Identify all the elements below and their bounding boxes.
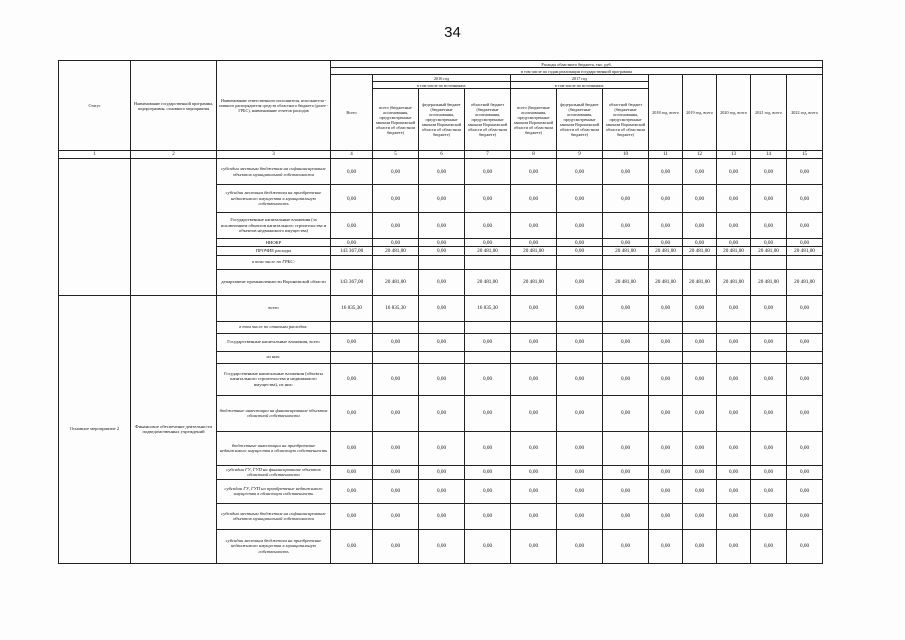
value-cell: 0,00 [787,503,823,529]
value-cell: 0,00 [751,465,787,479]
value-cell: 0,00 [717,503,751,529]
value-cell: 20 481,00 [603,269,649,295]
header-total: Всего [331,75,373,151]
value-cell: 20 481,00 [683,247,717,255]
value-cell: 0,00 [603,159,649,185]
row-label: субсидии местным бюджетам на софинансирование объектов муниципальной собственности [217,159,331,185]
value-cell: 0,00 [511,431,557,465]
value-cell: 16 835,30 [465,295,511,321]
value-cell: 0,00 [717,479,751,503]
value-cell: 0,00 [465,465,511,479]
value-cell [511,255,557,269]
value-cell [331,255,373,269]
value-cell: 0,00 [787,465,823,479]
value-cell [751,351,787,363]
value-cell: 0,00 [751,529,787,563]
value-cell: 0,00 [465,213,511,239]
value-cell: 0,00 [557,395,603,431]
value-cell: 0,00 [511,295,557,321]
value-cell: 0,00 [331,503,373,529]
value-cell: 0,00 [683,159,717,185]
value-cell: 0,00 [331,479,373,503]
value-cell: 0,00 [683,503,717,529]
header-status: Статус [59,61,131,151]
value-cell: 0,00 [649,479,683,503]
value-cell: 0,00 [373,185,419,213]
value-cell: 0,00 [373,159,419,185]
header-program-name: Наименование государственной программы, подпрограммы, основного мероприятия [131,61,217,151]
value-cell: 0,00 [373,431,419,465]
value-cell: 20 481,00 [649,247,683,255]
value-cell: 0,00 [419,479,465,503]
value-cell: 0,00 [419,159,465,185]
header-title-sub: в том числе по годам реализации государственной программы [331,68,823,75]
column-number: 3 [217,151,331,159]
value-cell: 0,00 [373,213,419,239]
page-number: 34 [444,24,461,41]
value-cell: 0,00 [373,479,419,503]
value-cell: 0,00 [511,465,557,479]
event-status: Основное мероприятие 2 [59,295,131,563]
row-label: субсидии местным бюджетам на софинансирование объектов муниципальной собственности [217,503,331,529]
value-cell: 0,00 [331,333,373,351]
value-cell: 0,00 [465,239,511,247]
value-cell: 0,00 [511,529,557,563]
value-cell [751,255,787,269]
column-number: 9 [557,151,603,159]
value-cell: 0,00 [465,159,511,185]
budget-table [58,60,823,564]
header-incl-2017: в том числе по источникам: [511,82,649,89]
value-cell: 0,00 [373,395,419,431]
column-number: 1 [59,151,131,159]
value-cell [557,255,603,269]
column-numbers-row [59,151,823,159]
value-cell: 0,00 [649,465,683,479]
value-cell [465,321,511,333]
value-cell: 0,00 [751,503,787,529]
header-c5: всего (бюджетные ассигнования, предусмотренные законом Воронежской области об областном бюджете) [373,89,419,151]
value-cell [331,321,373,333]
value-cell: 0,00 [557,295,603,321]
value-cell: 0,00 [603,295,649,321]
value-cell: 0,00 [649,239,683,247]
value-cell: 0,00 [751,363,787,395]
value-cell: 0,00 [511,185,557,213]
value-cell: 0,00 [787,239,823,247]
value-cell [373,255,419,269]
value-cell: 0,00 [751,395,787,431]
value-cell: 0,00 [717,363,751,395]
value-cell: 20 481,00 [511,269,557,295]
value-cell: 0,00 [419,185,465,213]
header-2016: 2016 год [373,75,511,82]
value-cell: 0,00 [603,529,649,563]
value-cell: 0,00 [331,185,373,213]
row-label: субсидии ГУ, ГУП на финансирование объектов областной собственности [217,465,331,479]
column-number: 8 [511,151,557,159]
header-c10: областной бюджет (бюджетные ассигнования, предусмотренные законом Воронежской области об областном бюджете) [603,89,649,151]
value-cell [511,351,557,363]
value-cell: 0,00 [717,185,751,213]
table-row [59,159,823,185]
column-number: 4 [331,151,373,159]
value-cell: 20 481,00 [787,269,823,295]
value-cell: 0,00 [683,465,717,479]
value-cell: 0,00 [603,479,649,503]
value-cell: 0,00 [717,295,751,321]
value-cell [557,351,603,363]
value-cell: 0,00 [557,479,603,503]
column-number: 7 [465,151,511,159]
column-number: 6 [419,151,465,159]
value-cell: 0,00 [717,159,751,185]
value-cell [717,351,751,363]
header-incl-2016: в том числе по источникам: [373,82,511,89]
column-number: 12 [683,151,717,159]
row-label: из них: [217,351,331,363]
value-cell: 20 481,00 [603,247,649,255]
value-cell: 0,00 [331,363,373,395]
value-cell: 0,00 [511,503,557,529]
value-cell: 0,00 [603,503,649,529]
value-cell: 0,00 [511,479,557,503]
value-cell: 0,00 [683,213,717,239]
row-label: Государственные капитальные вложения, всего [217,333,331,351]
value-cell [557,321,603,333]
value-cell: 0,00 [787,159,823,185]
value-cell: 0,00 [649,333,683,351]
value-cell: 0,00 [787,213,823,239]
row-label: бюджетные инвестиции на финансирование объектов областной собственности [217,395,331,431]
value-cell: 0,00 [511,333,557,351]
value-cell [465,255,511,269]
value-cell: 0,00 [557,269,603,295]
value-cell: 20 481,00 [717,247,751,255]
row-label: бюджетные инвестиции на приобретение недвижимого имущества в областную собственность [217,431,331,465]
row-label: всего [217,295,331,321]
value-cell [787,255,823,269]
value-cell: 0,00 [603,363,649,395]
value-cell: 0,00 [683,295,717,321]
value-cell: 0,00 [683,529,717,563]
value-cell: 0,00 [331,395,373,431]
value-cell: 20 481,00 [787,247,823,255]
value-cell: 0,00 [649,159,683,185]
row-label: в том числе по ГРБС: [217,255,331,269]
value-cell: 0,00 [373,333,419,351]
value-cell: 0,00 [683,395,717,431]
value-cell [419,321,465,333]
value-cell: 0,00 [751,239,787,247]
value-cell: 0,00 [787,363,823,395]
value-cell: 0,00 [465,333,511,351]
header-c11: 2018 год, всего [649,75,683,151]
value-cell: 20 481,00 [465,247,511,255]
value-cell: 0,00 [717,213,751,239]
column-number: 11 [649,151,683,159]
value-cell: 0,00 [683,185,717,213]
value-cell: 0,00 [603,333,649,351]
value-cell [683,351,717,363]
value-cell: 0,00 [419,465,465,479]
value-cell [717,255,751,269]
value-cell: 0,00 [465,503,511,529]
row-label: субсидии местным бюджетам на приобретение недвижимого имущества в муниципальную собственность [217,529,331,563]
value-cell: 0,00 [419,431,465,465]
header-c9: федеральный бюджет (бюджетные ассигнования, предусмотренные законом Воронежской области об областном бюджете) [557,89,603,151]
value-cell: 20 481,00 [751,247,787,255]
value-cell: 0,00 [465,363,511,395]
value-cell: 0,00 [751,185,787,213]
value-cell: 0,00 [419,295,465,321]
value-cell: 0,00 [511,213,557,239]
value-cell: 0,00 [419,213,465,239]
value-cell: 0,00 [373,465,419,479]
value-cell: 0,00 [557,185,603,213]
column-number: 10 [603,151,649,159]
value-cell: 0,00 [557,363,603,395]
header-2017: 2017 год [511,75,649,82]
value-cell: 0,00 [717,239,751,247]
value-cell: 0,00 [787,333,823,351]
value-cell: 0,00 [751,431,787,465]
value-cell: 0,00 [683,479,717,503]
value-cell [331,351,373,363]
value-cell [649,351,683,363]
value-cell: 0,00 [419,239,465,247]
value-cell: 20 481,00 [751,269,787,295]
value-cell: 0,00 [751,213,787,239]
value-cell: 0,00 [649,503,683,529]
value-cell [603,321,649,333]
value-cell: 0,00 [683,333,717,351]
value-cell: 0,00 [751,333,787,351]
value-cell: 143 367,00 [331,247,373,255]
value-cell: 0,00 [717,395,751,431]
header-c15: 2022 год, всего [787,75,823,151]
value-cell [373,321,419,333]
value-cell: 0,00 [557,159,603,185]
value-cell: 0,00 [331,431,373,465]
header-c13: 2020 год, всего [717,75,751,151]
value-cell: 16 835,30 [373,295,419,321]
value-cell: 20 481,00 [683,269,717,295]
value-cell: 0,00 [419,529,465,563]
value-cell: 0,00 [373,363,419,395]
event-name: Финансовое обеспечение деятельности подведомственных учреждений [131,295,217,563]
value-cell: 0,00 [557,465,603,479]
value-cell: 0,00 [787,295,823,321]
value-cell [465,351,511,363]
value-cell: 0,00 [511,395,557,431]
value-cell: 20 481,00 [511,247,557,255]
value-cell: 0,00 [717,465,751,479]
value-cell: 0,00 [603,239,649,247]
value-cell: 16 835,30 [331,295,373,321]
value-cell [373,351,419,363]
value-cell: 0,00 [331,213,373,239]
value-cell: 0,00 [787,431,823,465]
value-cell: 0,00 [787,185,823,213]
value-cell: 0,00 [373,239,419,247]
value-cell: 0,00 [603,465,649,479]
column-number: 15 [787,151,823,159]
header-c6: федеральный бюджет (бюджетные ассигнования, предусмотренные законом Воронежской области об областном бюджете) [419,89,465,151]
value-cell: 0,00 [557,213,603,239]
value-cell: 0,00 [419,363,465,395]
column-number: 13 [717,151,751,159]
program-cell [131,159,217,295]
row-label: в том числе по статьям расходов: [217,321,331,333]
row-label: субсидии местным бюджетам на приобретение недвижимого имущества в муниципальную собственность [217,185,331,213]
value-cell: 0,00 [511,363,557,395]
row-label: департамент промышленности Воронежской области [217,269,331,295]
value-cell: 0,00 [649,363,683,395]
value-cell: 0,00 [373,503,419,529]
value-cell: 20 481,00 [717,269,751,295]
value-cell: 0,00 [331,529,373,563]
status-cell [59,159,131,295]
value-cell: 0,00 [603,431,649,465]
value-cell: 0,00 [717,529,751,563]
column-number: 14 [751,151,787,159]
value-cell: 0,00 [373,529,419,563]
value-cell: 143 367,00 [331,269,373,295]
value-cell [787,321,823,333]
value-cell: 0,00 [465,431,511,465]
value-cell: 0,00 [419,247,465,255]
value-cell: 0,00 [649,295,683,321]
value-cell [419,351,465,363]
value-cell: 0,00 [465,479,511,503]
value-cell: 0,00 [331,159,373,185]
value-cell: 0,00 [419,395,465,431]
value-cell [787,351,823,363]
value-cell [603,255,649,269]
row-label: Государственные капитальные вложения (за исключением объектов капитального строительства и объектов недвижимого имущества) [217,213,331,239]
value-cell: 0,00 [557,333,603,351]
value-cell [511,321,557,333]
value-cell: 0,00 [649,529,683,563]
value-cell [717,321,751,333]
header-c14: 2021 год, всего [751,75,787,151]
value-cell: 0,00 [465,185,511,213]
value-cell: 0,00 [557,247,603,255]
row-label: НИОКР [217,239,331,247]
value-cell: 0,00 [649,431,683,465]
value-cell: 0,00 [787,479,823,503]
value-cell: 20 481,00 [373,247,419,255]
row-label: Государственные капитальные вложения (объекты капитального строительства и недвижимого имущества), из них: [217,363,331,395]
value-cell: 0,00 [557,431,603,465]
column-number: 5 [373,151,419,159]
value-cell: 0,00 [683,431,717,465]
value-cell [603,351,649,363]
header-c12: 2019 год, всего [683,75,717,151]
value-cell: 0,00 [557,529,603,563]
value-cell: 0,00 [649,185,683,213]
header-executor: Наименование ответственного исполнителя, исполнителя - главного распорядителя средств областного бюджета (далее - ГРБС), наименование отчетов расходов [217,61,331,151]
value-cell [649,321,683,333]
value-cell [751,321,787,333]
value-cell: 20 481,00 [465,269,511,295]
value-cell: 0,00 [511,239,557,247]
value-cell: 0,00 [557,239,603,247]
value-cell: 0,00 [331,465,373,479]
header-c7: областной бюджет (бюджетные ассигнования, предусмотренные законом Воронежской области об областном бюджете) [465,89,511,151]
value-cell [683,321,717,333]
value-cell: 0,00 [419,269,465,295]
row-label: ПРОЧИЕ расходы [217,247,331,255]
value-cell [419,255,465,269]
value-cell: 0,00 [751,479,787,503]
value-cell: 0,00 [603,185,649,213]
value-cell: 0,00 [717,333,751,351]
value-cell: 0,00 [787,395,823,431]
value-cell: 0,00 [511,159,557,185]
value-cell: 0,00 [683,239,717,247]
value-cell: 0,00 [649,213,683,239]
value-cell: 0,00 [787,529,823,563]
header-c8: всего (бюджетные ассигнования, предусмотренные законом Воронежской области об областном бюджете) [511,89,557,151]
value-cell: 0,00 [331,239,373,247]
value-cell: 0,00 [465,529,511,563]
value-cell [649,255,683,269]
value-cell [683,255,717,269]
value-cell: 20 481,00 [649,269,683,295]
value-cell: 0,00 [557,503,603,529]
value-cell: 0,00 [419,503,465,529]
value-cell: 0,00 [717,431,751,465]
value-cell: 0,00 [751,295,787,321]
value-cell: 0,00 [603,213,649,239]
value-cell: 0,00 [419,333,465,351]
header-title-top: Расходы областного бюджета, тыс. руб. [331,61,823,68]
value-cell: 0,00 [649,395,683,431]
value-cell: 20 481,00 [373,269,419,295]
column-number: 2 [131,151,217,159]
value-cell: 0,00 [751,159,787,185]
table-row [59,295,823,321]
row-label: субсидии ГУ, ГУП на приобретение недвижимого имущества в областную собственность [217,479,331,503]
value-cell: 0,00 [683,363,717,395]
value-cell: 0,00 [603,395,649,431]
value-cell: 0,00 [465,395,511,431]
